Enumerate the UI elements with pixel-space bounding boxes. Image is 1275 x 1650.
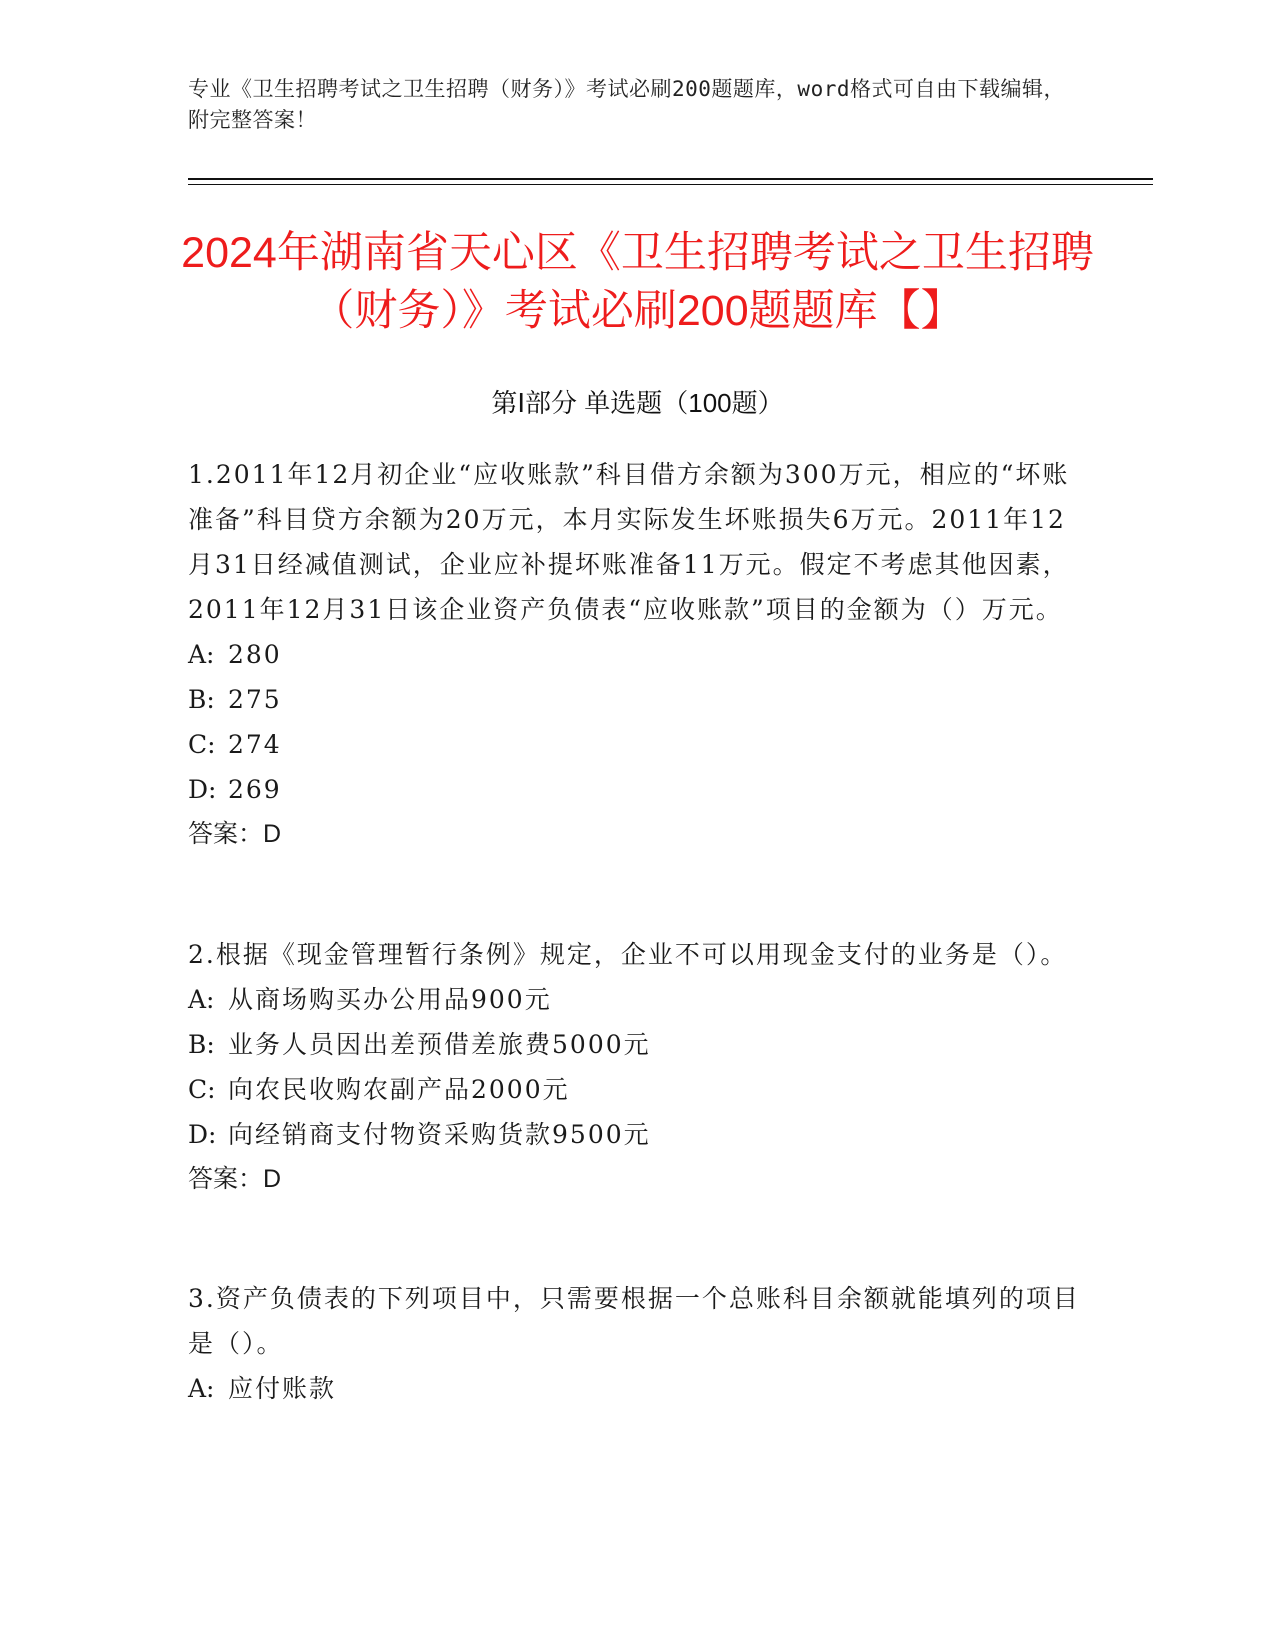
option-text: 向经销商支付物资采购货款9500元 xyxy=(228,1120,651,1149)
option-letter: B: xyxy=(188,685,215,714)
option-letter: C: xyxy=(188,730,216,759)
section-heading: 第Ⅰ部分 单选题（100题） xyxy=(491,388,784,418)
option-letter: C: xyxy=(188,1075,216,1104)
header-note: 专业《卫生招聘考试之卫生招聘（财务）》考试必刷200题题库，word格式可自由下载编辑，附完整答案！ xyxy=(188,77,1065,132)
option-letter: D: xyxy=(188,775,217,804)
option-text: 应付账款 xyxy=(228,1374,337,1403)
option-text: 业务人员因出差预借差旅费5000元 xyxy=(228,1030,651,1059)
option-text: 从商场购买办公用品900元 xyxy=(228,985,552,1014)
answer: 答案：D xyxy=(188,820,282,848)
option-d xyxy=(188,767,1083,812)
question-3 xyxy=(188,1276,1083,1411)
header-rule-thin xyxy=(188,184,1153,185)
question-stem: 1.2011年12月初企业“应收账款”科目借方余额为300万元，相应的“坏账准备”科目贷方余额为20万元，本月实际发生坏账损失6万元。2011年12月31日经减值测试，企业应补提坏账准备11万元。假定不考虑其他因素，2011年12月31日该企业资产负债表“应收账款”项目的金额为（）万元。 xyxy=(188,460,1070,624)
option-a xyxy=(188,977,1083,1022)
option-letter: B: xyxy=(188,1030,215,1059)
option-text: 274 xyxy=(228,730,282,759)
option-a xyxy=(188,632,1083,677)
option-letter: D: xyxy=(188,1120,217,1149)
option-text: 269 xyxy=(228,775,282,804)
option-b xyxy=(188,677,1083,722)
option-text: 280 xyxy=(228,640,282,669)
option-c xyxy=(188,722,1083,767)
question-stem: 2.根据《现金管理暂行条例》规定，企业不可以用现金支付的业务是（）。 xyxy=(188,940,1068,969)
document-title: 2024年湖南省天心区《卫生招聘考试之卫生招聘（财务）》考试必刷200题题库【】 xyxy=(181,229,1094,335)
header-rule-thick xyxy=(188,178,1153,180)
option-text: 275 xyxy=(228,685,282,714)
option-d xyxy=(188,1112,1083,1157)
option-b xyxy=(188,1022,1083,1067)
option-a xyxy=(188,1366,1083,1411)
question-2 xyxy=(188,932,1083,1202)
option-c xyxy=(188,1067,1083,1112)
option-letter: A: xyxy=(188,1374,215,1403)
option-letter: A: xyxy=(188,985,215,1014)
option-text: 向农民收购农副产品2000元 xyxy=(228,1075,570,1104)
option-letter: A: xyxy=(188,640,215,669)
question-stem: 3.资产负债表的下列项目中，只需要根据一个总账科目余额就能填列的项目是（）。 xyxy=(188,1284,1080,1358)
question-1 xyxy=(188,452,1083,857)
answer: 答案：D xyxy=(188,1165,282,1193)
